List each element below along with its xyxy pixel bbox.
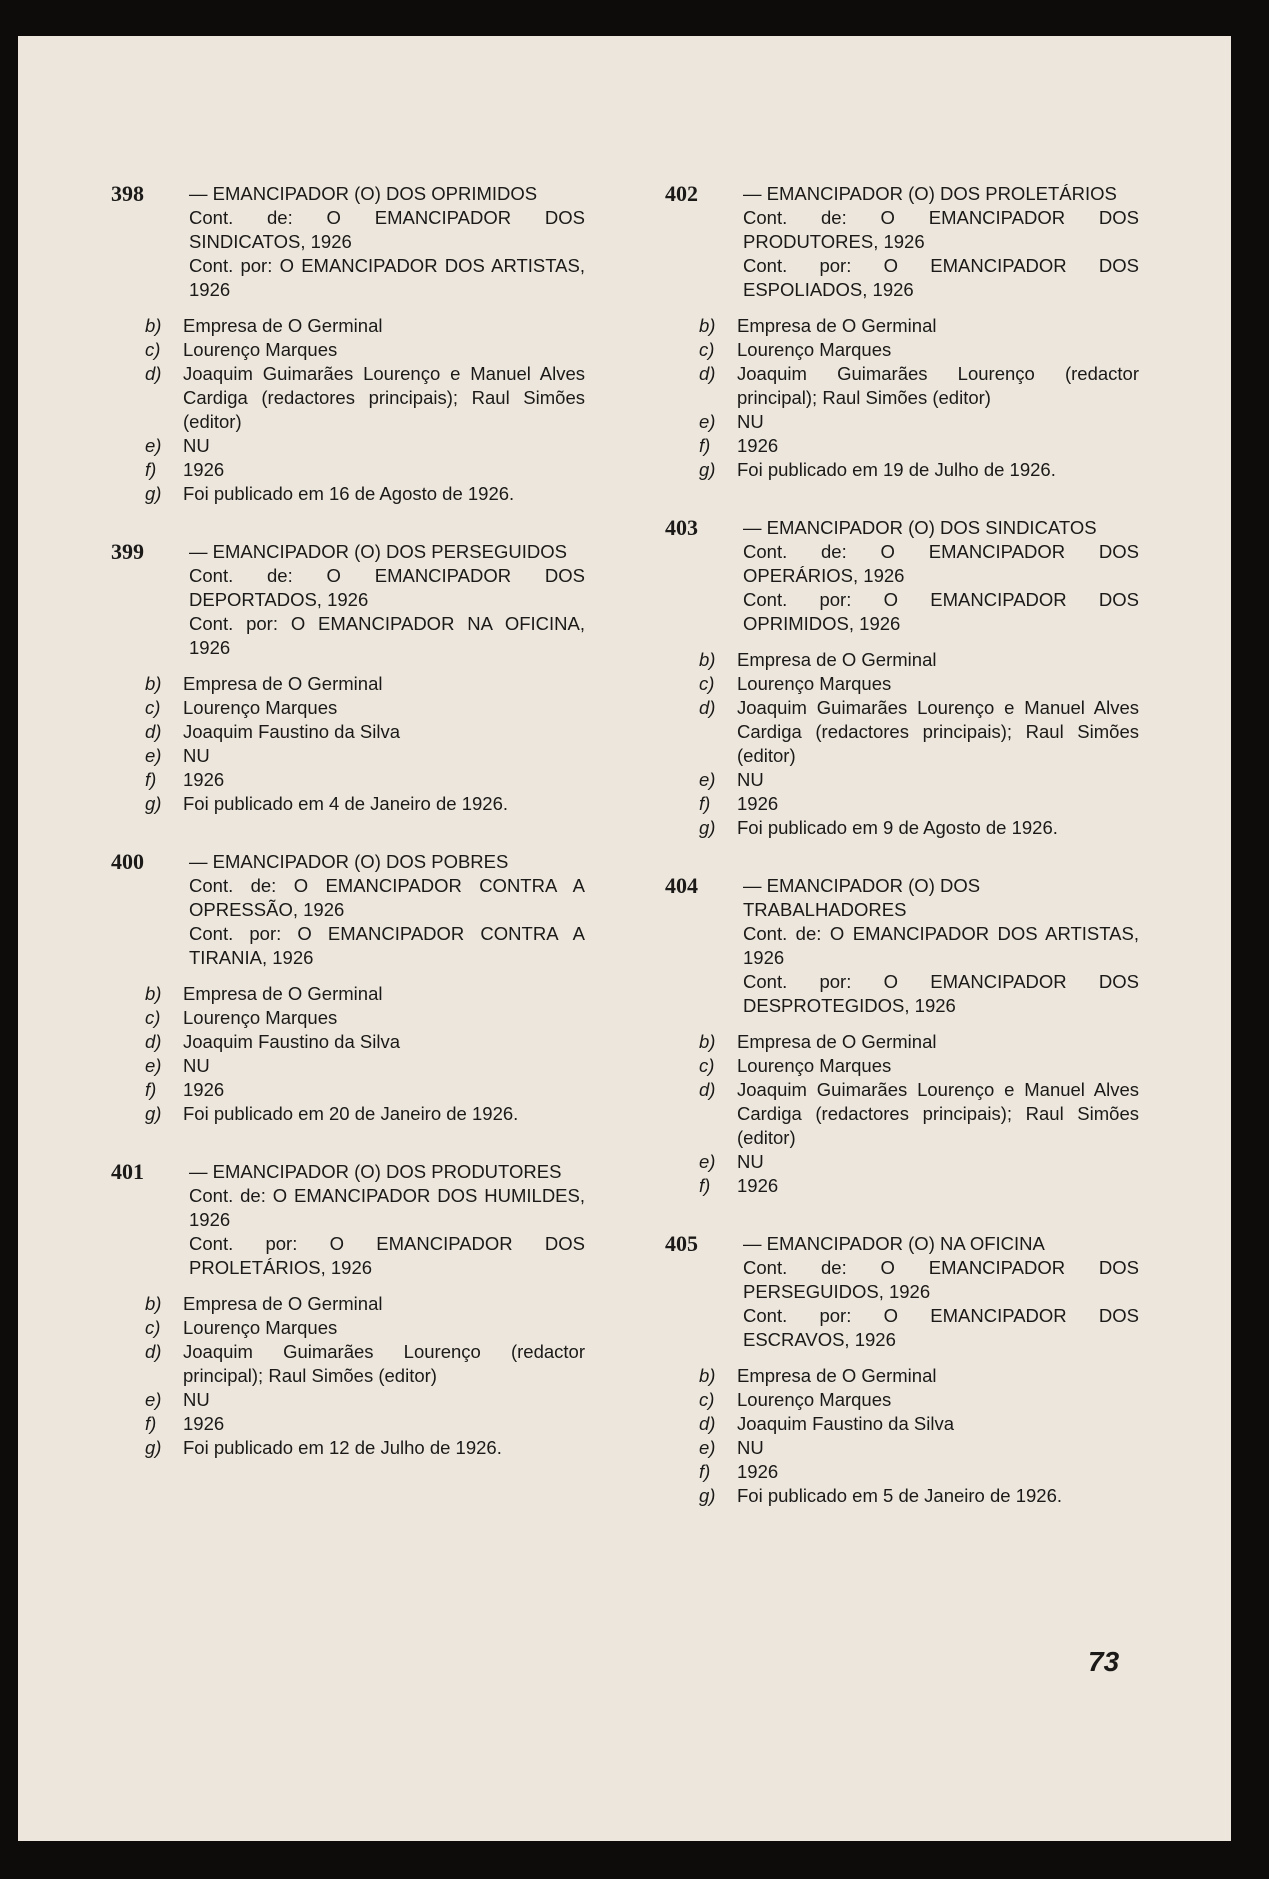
continued-from: Cont. de: O EMANCIPADOR DOS SINDICATOS, 1926 bbox=[189, 207, 585, 252]
right-column bbox=[665, 182, 1139, 1542]
entry-title: — EMANCIPADOR (O) DOS TRABALHADORES bbox=[743, 875, 981, 920]
field-text: 1926 bbox=[737, 793, 779, 814]
entry-field bbox=[699, 1484, 1139, 1508]
entry-number: 403 bbox=[665, 515, 698, 540]
continued-by: Cont. por: O EMANCIPADOR NA OFICINA, 1926 bbox=[189, 613, 585, 658]
entry-field bbox=[699, 1460, 1139, 1484]
field-text: Foi publicado em 16 de Agosto de 1926. bbox=[183, 483, 515, 504]
catalog-entry bbox=[111, 540, 585, 816]
field-label: f) bbox=[699, 793, 711, 814]
entry-field bbox=[145, 362, 585, 434]
field-text: NU bbox=[183, 435, 210, 456]
catalog-entry bbox=[111, 1160, 585, 1460]
entry-field bbox=[145, 982, 585, 1006]
entry-fields bbox=[665, 314, 1139, 482]
field-text: Empresa de O Germinal bbox=[183, 1293, 383, 1314]
field-label: e) bbox=[145, 435, 162, 456]
field-text: Joaquim Guimarães Lourenço e Manuel Alves Cardiga (redactores principais); Raul Simões (editor) bbox=[737, 1079, 1139, 1148]
entry-field bbox=[699, 816, 1139, 840]
field-label: e) bbox=[699, 769, 716, 790]
entry-header bbox=[111, 540, 585, 660]
field-text: Joaquim Guimarães Lourenço (redactor principal); Raul Simões (editor) bbox=[737, 363, 1139, 408]
field-text: Lourenço Marques bbox=[737, 673, 892, 694]
entry-field bbox=[699, 314, 1139, 338]
field-text: NU bbox=[183, 745, 210, 766]
continued-by: Cont. por: O EMANCIPADOR DOS ESCRAVOS, 1926 bbox=[743, 1305, 1139, 1350]
entry-number: 405 bbox=[665, 1231, 698, 1256]
continued-by: Cont. por: O EMANCIPADOR DOS DESPROTEGIDOS, 1926 bbox=[743, 971, 1139, 1016]
entry-field bbox=[145, 1006, 585, 1030]
left-column bbox=[111, 182, 585, 1494]
entry-header bbox=[665, 1232, 1139, 1352]
field-label: e) bbox=[699, 1437, 716, 1458]
field-text: Lourenço Marques bbox=[183, 697, 338, 718]
entry-field bbox=[145, 792, 585, 816]
entry-title: — EMANCIPADOR (O) DOS SINDICATOS bbox=[743, 517, 1097, 538]
entry-fields bbox=[111, 314, 585, 506]
entry-field bbox=[699, 1150, 1139, 1174]
entry-field bbox=[699, 1412, 1139, 1436]
field-label: b) bbox=[699, 1031, 716, 1052]
entry-field bbox=[699, 1078, 1139, 1150]
entry-field bbox=[145, 1388, 585, 1412]
entry-field bbox=[145, 768, 585, 792]
field-label: c) bbox=[699, 339, 715, 360]
entry-field bbox=[145, 720, 585, 744]
field-text: Empresa de O Germinal bbox=[183, 983, 383, 1004]
entry-field bbox=[145, 458, 585, 482]
field-label: b) bbox=[145, 315, 162, 336]
entry-number: 398 bbox=[111, 181, 144, 206]
field-label: d) bbox=[145, 721, 162, 742]
field-label: d) bbox=[699, 363, 716, 384]
continued-from: Cont. de: O EMANCIPADOR DOS OPERÁRIOS, 1926 bbox=[743, 541, 1139, 586]
entry-title: — EMANCIPADOR (O) NA OFICINA bbox=[743, 1233, 1045, 1254]
field-label: f) bbox=[699, 1461, 711, 1482]
field-label: c) bbox=[699, 1055, 715, 1076]
entry-fields bbox=[665, 648, 1139, 840]
entry-field bbox=[145, 1030, 585, 1054]
entry-fields bbox=[111, 982, 585, 1126]
continued-from: Cont. de: O EMANCIPADOR DOS DEPORTADOS, 1926 bbox=[189, 565, 585, 610]
entry-field bbox=[145, 744, 585, 768]
field-text: Empresa de O Germinal bbox=[737, 1031, 937, 1052]
entry-field bbox=[145, 1102, 585, 1126]
catalog-entry bbox=[665, 874, 1139, 1198]
continued-from: Cont. de: O EMANCIPADOR DOS PERSEGUIDOS, 1926 bbox=[743, 1257, 1139, 1302]
field-label: d) bbox=[145, 1341, 162, 1362]
field-text: 1926 bbox=[183, 459, 225, 480]
entry-field bbox=[145, 672, 585, 696]
catalog-entry bbox=[665, 516, 1139, 840]
field-text: NU bbox=[737, 1437, 764, 1458]
continued-by: Cont. por: O EMANCIPADOR CONTRA A TIRANIA, 1926 bbox=[189, 923, 585, 968]
entry-title: — EMANCIPADOR (O) DOS PERSEGUIDOS bbox=[189, 541, 567, 562]
entry-field bbox=[699, 696, 1139, 768]
entry-field bbox=[145, 1316, 585, 1340]
field-text: NU bbox=[737, 411, 764, 432]
entry-field bbox=[699, 1388, 1139, 1412]
entry-fields bbox=[665, 1364, 1139, 1508]
page-number: 73 bbox=[1088, 1646, 1120, 1677]
field-text: Joaquim Guimarães Lourenço (redactor principal); Raul Simões (editor) bbox=[183, 1341, 585, 1386]
continued-from: Cont. de: O EMANCIPADOR DOS HUMILDES, 1926 bbox=[189, 1185, 585, 1230]
field-label: g) bbox=[699, 1485, 716, 1506]
entry-field bbox=[145, 1054, 585, 1078]
field-text: Empresa de O Germinal bbox=[737, 315, 937, 336]
field-label: e) bbox=[145, 1055, 162, 1076]
field-text: 1926 bbox=[737, 1175, 779, 1196]
entry-field bbox=[699, 1436, 1139, 1460]
field-text: Empresa de O Germinal bbox=[737, 649, 937, 670]
field-text: Joaquim Faustino da Silva bbox=[183, 1031, 400, 1052]
entry-field bbox=[699, 338, 1139, 362]
field-label: g) bbox=[699, 459, 716, 480]
field-text: Foi publicado em 12 de Julho de 1926. bbox=[183, 1437, 502, 1458]
field-label: g) bbox=[145, 483, 162, 504]
field-label: f) bbox=[699, 435, 711, 456]
entry-field bbox=[699, 434, 1139, 458]
entry-field bbox=[145, 1078, 585, 1102]
field-text: Joaquim Faustino da Silva bbox=[737, 1413, 954, 1434]
field-label: d) bbox=[145, 363, 162, 384]
entry-header bbox=[665, 874, 1139, 1018]
entry-field bbox=[145, 696, 585, 720]
field-text: Joaquim Guimarães Lourenço e Manuel Alves Cardiga (redactores principais); Raul Simões (editor) bbox=[183, 363, 585, 432]
field-text: NU bbox=[737, 769, 764, 790]
entry-field bbox=[145, 314, 585, 338]
field-text: Empresa de O Germinal bbox=[183, 315, 383, 336]
entry-field bbox=[699, 768, 1139, 792]
field-label: c) bbox=[145, 697, 161, 718]
field-text: 1926 bbox=[737, 435, 779, 456]
field-text: NU bbox=[737, 1151, 764, 1172]
entry-number: 402 bbox=[665, 181, 698, 206]
field-label: f) bbox=[145, 1079, 157, 1100]
field-text: Foi publicado em 19 de Julho de 1926. bbox=[737, 459, 1056, 480]
field-label: c) bbox=[699, 1389, 715, 1410]
catalog-page bbox=[18, 36, 1231, 1841]
entry-field bbox=[699, 672, 1139, 696]
entry-header bbox=[665, 516, 1139, 636]
entry-field bbox=[145, 1436, 585, 1460]
field-text: Foi publicado em 4 de Janeiro de 1926. bbox=[183, 793, 508, 814]
continued-by: Cont. por: O EMANCIPADOR DOS ESPOLIADOS, 1926 bbox=[743, 255, 1139, 300]
field-text: Foi publicado em 5 de Janeiro de 1926. bbox=[737, 1485, 1062, 1506]
field-text: Lourenço Marques bbox=[737, 339, 892, 360]
field-label: b) bbox=[145, 673, 162, 694]
entry-number: 404 bbox=[665, 873, 698, 898]
field-label: g) bbox=[145, 793, 162, 814]
field-text: 1926 bbox=[737, 1461, 779, 1482]
field-text: 1926 bbox=[183, 1079, 225, 1100]
entry-title: — EMANCIPADOR (O) DOS OPRIMIDOS bbox=[189, 183, 538, 204]
field-label: g) bbox=[699, 817, 716, 838]
field-text: Lourenço Marques bbox=[183, 339, 338, 360]
field-text: Lourenço Marques bbox=[737, 1055, 892, 1076]
field-text: 1926 bbox=[183, 769, 225, 790]
field-text: Lourenço Marques bbox=[183, 1317, 338, 1338]
field-text: Empresa de O Germinal bbox=[183, 673, 383, 694]
entry-field bbox=[145, 338, 585, 362]
continued-by: Cont. por: O EMANCIPADOR DOS ARTISTAS, 1926 bbox=[189, 255, 585, 300]
entry-field bbox=[699, 1174, 1139, 1198]
continued-by: Cont. por: O EMANCIPADOR DOS PROLETÁRIOS, 1926 bbox=[189, 1233, 585, 1278]
field-text: 1926 bbox=[183, 1413, 225, 1434]
field-text: NU bbox=[183, 1389, 210, 1410]
catalog-entry bbox=[665, 182, 1139, 482]
field-label: c) bbox=[699, 673, 715, 694]
entry-field bbox=[145, 434, 585, 458]
field-label: f) bbox=[145, 1413, 157, 1434]
entry-fields bbox=[665, 1030, 1139, 1198]
continued-from: Cont. de: O EMANCIPADOR DOS PRODUTORES, 1926 bbox=[743, 207, 1139, 252]
field-label: f) bbox=[145, 769, 157, 790]
entry-header bbox=[665, 182, 1139, 302]
entry-field bbox=[145, 1340, 585, 1388]
field-label: d) bbox=[699, 1079, 716, 1100]
entry-fields bbox=[111, 672, 585, 816]
entry-fields bbox=[111, 1292, 585, 1460]
field-label: c) bbox=[145, 1007, 161, 1028]
entry-number: 401 bbox=[111, 1159, 144, 1184]
field-label: f) bbox=[699, 1175, 711, 1196]
field-label: d) bbox=[699, 697, 716, 718]
continued-from: Cont. de: O EMANCIPADOR CONTRA A OPRESSÃO, 1926 bbox=[189, 875, 585, 920]
entry-field bbox=[145, 1412, 585, 1436]
field-text: Empresa de O Germinal bbox=[737, 1365, 937, 1386]
continued-by: Cont. por: O EMANCIPADOR DOS OPRIMIDOS, 1926 bbox=[743, 589, 1139, 634]
entry-field bbox=[699, 648, 1139, 672]
field-label: b) bbox=[145, 983, 162, 1004]
entry-title: — EMANCIPADOR (O) DOS PRODUTORES bbox=[189, 1161, 562, 1182]
entry-field bbox=[699, 1030, 1139, 1054]
field-label: d) bbox=[145, 1031, 162, 1052]
entry-number: 399 bbox=[111, 539, 144, 564]
field-label: g) bbox=[145, 1103, 162, 1124]
catalog-entry bbox=[111, 182, 585, 506]
field-text: NU bbox=[183, 1055, 210, 1076]
field-label: f) bbox=[145, 459, 157, 480]
field-label: b) bbox=[699, 315, 716, 336]
entry-field bbox=[699, 362, 1139, 410]
entry-field bbox=[699, 410, 1139, 434]
field-label: b) bbox=[699, 1365, 716, 1386]
field-label: c) bbox=[145, 1317, 161, 1338]
continued-from: Cont. de: O EMANCIPADOR DOS ARTISTAS, 1926 bbox=[743, 923, 1139, 968]
entry-header bbox=[111, 850, 585, 970]
field-label: b) bbox=[145, 1293, 162, 1314]
field-text: Joaquim Guimarães Lourenço e Manuel Alves Cardiga (redactores principais); Raul Simões (editor) bbox=[737, 697, 1139, 766]
field-text: Lourenço Marques bbox=[183, 1007, 338, 1028]
entry-header bbox=[111, 1160, 585, 1280]
entry-field bbox=[145, 1292, 585, 1316]
field-label: e) bbox=[699, 1151, 716, 1172]
field-text: Lourenço Marques bbox=[737, 1389, 892, 1410]
field-text: Joaquim Faustino da Silva bbox=[183, 721, 400, 742]
entry-field bbox=[699, 1364, 1139, 1388]
entry-field bbox=[699, 1054, 1139, 1078]
field-text: Foi publicado em 9 de Agosto de 1926. bbox=[737, 817, 1058, 838]
entry-field bbox=[699, 792, 1139, 816]
entry-number: 400 bbox=[111, 849, 144, 874]
field-label: e) bbox=[145, 1389, 162, 1410]
field-label: b) bbox=[699, 649, 716, 670]
field-label: c) bbox=[145, 339, 161, 360]
catalog-entry bbox=[111, 850, 585, 1126]
catalog-entry bbox=[665, 1232, 1139, 1508]
entry-field bbox=[145, 482, 585, 506]
entry-header bbox=[111, 182, 585, 302]
field-text: Foi publicado em 20 de Janeiro de 1926. bbox=[183, 1103, 519, 1124]
field-label: e) bbox=[699, 411, 716, 432]
field-label: g) bbox=[145, 1437, 162, 1458]
entry-field bbox=[699, 458, 1139, 482]
entry-title: — EMANCIPADOR (O) DOS POBRES bbox=[189, 851, 509, 872]
entry-title: — EMANCIPADOR (O) DOS PROLETÁRIOS bbox=[743, 183, 1117, 204]
field-label: d) bbox=[699, 1413, 716, 1434]
field-label: e) bbox=[145, 745, 162, 766]
